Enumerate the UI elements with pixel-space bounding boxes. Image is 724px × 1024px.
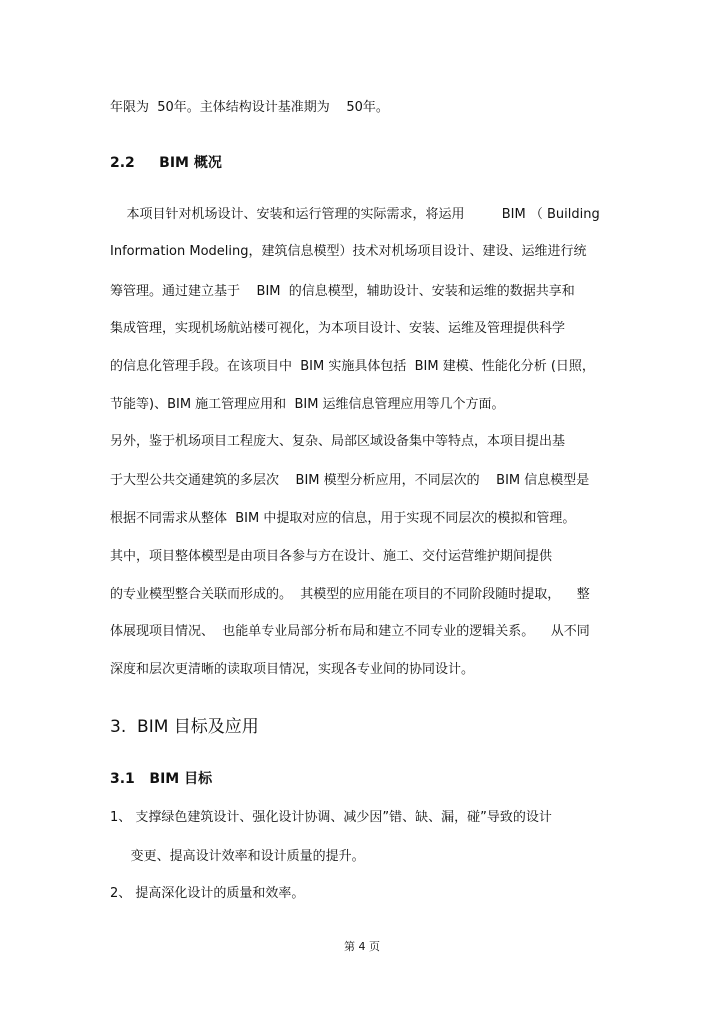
paragraph-line: 本项目针对机场设计、安装和运行管理的实际需求，将运用 BIM （ Building	[110, 207, 600, 222]
paragraph-line: 筹管理。通过建立基于 BIM 的信息模型，辅助设计、安装和运维的数据共享和	[110, 284, 575, 299]
paragraph-line: 根据不同需求从整体 BIM 中提取对应的信息，用于实现不同层次的模拟和管理。	[110, 511, 576, 526]
page-number: 第 4 页	[344, 940, 380, 953]
section-3-heading: 3. BIM 目标及应用	[110, 717, 259, 737]
paragraph-line: 节能等)、BIM 施工管理应用和 BIM 运维信息管理应用等几个方面。	[110, 397, 505, 412]
paragraph-line: 深度和层次更清晰的读取项目情况，实现各专业间的协同设计。	[110, 662, 475, 677]
paragraph-line: 另外，鉴于机场项目工程庞大、复杂、局部区域设备集中等特点，本项目提出基	[110, 434, 566, 449]
paragraph-line: 的专业模型整合关联而形成的。 其模型的应用能在项目的不同阶段随时提取， 整	[110, 587, 590, 602]
paragraph-line: 于大型公共交通建筑的多层次 BIM 模型分析应用，不同层次的 BIM 信息模型是	[110, 473, 590, 488]
section-3-1-heading: 3.1 BIM 目标	[110, 771, 213, 787]
list-item-continuation: 变更、提高设计效率和设计质量的提升。	[110, 849, 365, 864]
paragraph-line: Information Modeling，建筑信息模型）技术对机场项目设计、建设、运维进行统	[110, 244, 587, 259]
section-2-2-heading: 2.2 BIM 概况	[110, 155, 222, 171]
intro-line: 年限为 50年。主体结构设计基准期为 50年。	[110, 100, 389, 115]
list-item: 2、 提高深化设计的质量和效率。	[110, 886, 305, 901]
paragraph-line: 的信息化管理手段。在该项目中 BIM 实施具体包括 BIM 建模、性能化分析 (日照，	[110, 359, 595, 374]
list-item: 1、 支撑绿色建筑设计、强化设计协调、减少因”错、缺、漏，碰”导致的设计	[110, 810, 552, 825]
paragraph-line: 集成管理，实现机场航站楼可视化，为本项目设计、安装、运维及管理提供科学	[110, 321, 566, 336]
paragraph-line: 体展现项目情况、 也能单专业局部分析布局和建立不同专业的逻辑关系。 从不同	[110, 624, 590, 639]
paragraph-line: 其中，项目整体模型是由项目各参与方在设计、施工、交付运营维护期间提供	[110, 549, 553, 564]
